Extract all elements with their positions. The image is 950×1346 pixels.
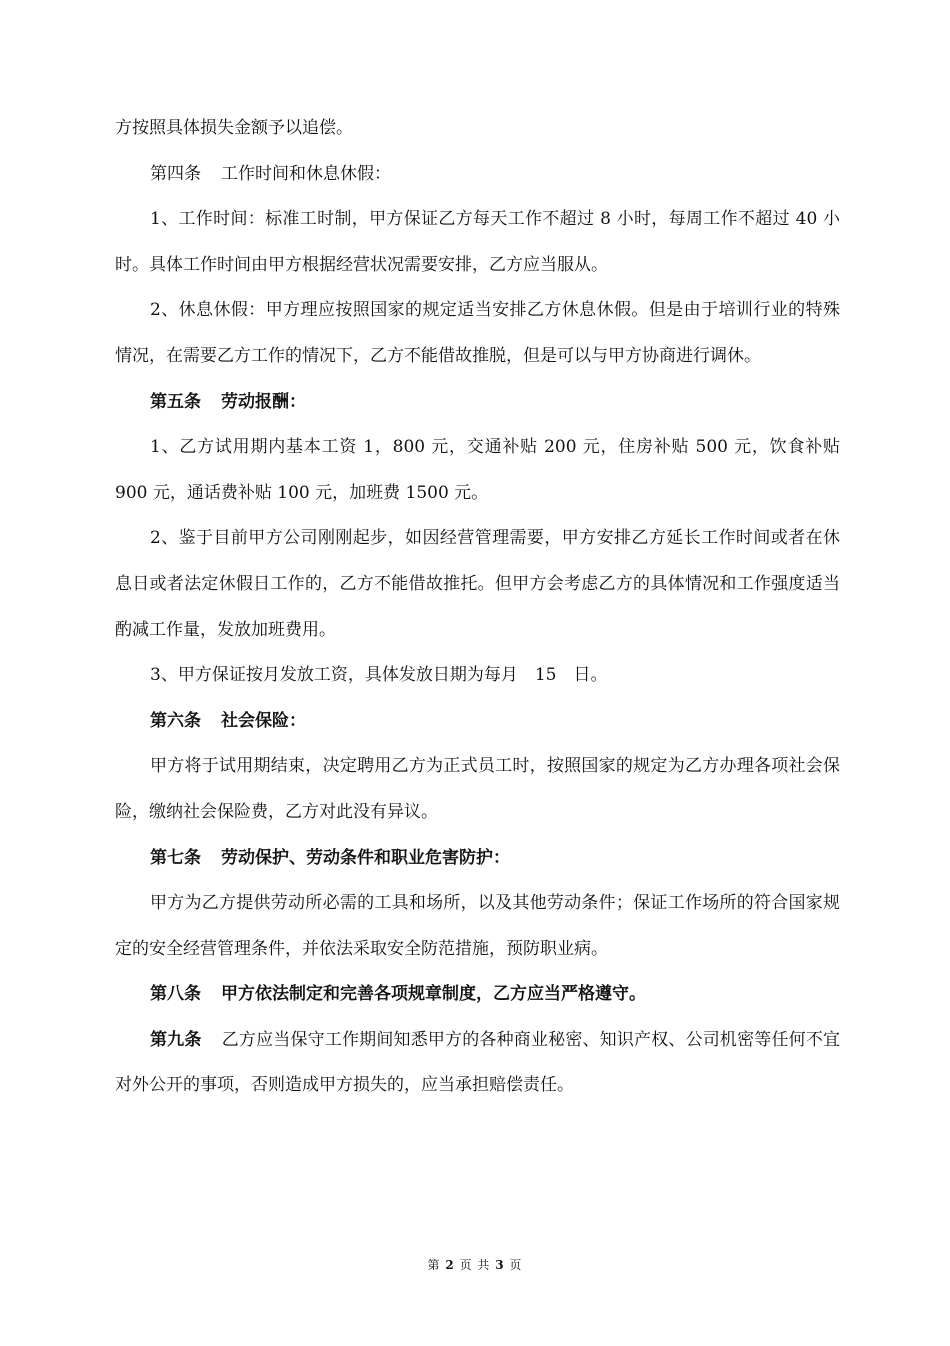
paragraph-art7-1 bbox=[115, 881, 840, 972]
paragraph-art4-1 bbox=[115, 197, 840, 288]
page-footer bbox=[0, 1256, 950, 1273]
paragraph-art6-1 bbox=[115, 744, 840, 835]
paragraph-text: 社会保险： bbox=[221, 710, 306, 731]
paragraph-text: 劳动报酬： bbox=[221, 391, 306, 412]
paragraph-p-cont bbox=[115, 106, 840, 152]
paragraph-art4-2 bbox=[115, 288, 840, 379]
article-label: 第五条 bbox=[150, 391, 201, 412]
paragraph-text: 甲方依法制定和完善各项规章制度，乙方应当严格遵守。 bbox=[221, 984, 646, 1005]
footer-suffix: 页 bbox=[509, 1258, 523, 1272]
footer-current-page: 2 bbox=[445, 1258, 455, 1272]
article-label: 第七条 bbox=[150, 847, 201, 868]
paragraph-text: 甲方将于试用期结束，决定聘用乙方为正式员工时，按照国家的规定为乙方办理各项社会保险，缴纳社会保险费，乙方对此没有异议。 bbox=[115, 756, 840, 822]
article-label: 第四条 bbox=[150, 163, 201, 184]
article-label: 第六条 bbox=[150, 710, 201, 731]
paragraph-text: 工作时间和休息休假： bbox=[221, 163, 391, 184]
footer-total-pages: 3 bbox=[495, 1258, 505, 1272]
paragraph-art9 bbox=[115, 1018, 840, 1109]
paragraph-art4 bbox=[115, 152, 840, 198]
paragraph-text: 1、工作时间：标准工时制，甲方保证乙方每天工作不超过 8 小时，每周工作不超过 40 小时。具体工作时间由甲方根据经营状况需要安排，乙方应当服从。 bbox=[115, 209, 840, 275]
paragraph-text: 乙方应当保守工作期间知悉甲方的各种商业秘密、知识产权、公司机密等任何不宜对外公开的事项，否则造成甲方损失的，应当承担赔偿责任。 bbox=[115, 1029, 841, 1096]
paragraph-art5-2 bbox=[115, 516, 840, 653]
document-body bbox=[115, 106, 840, 1109]
paragraph-art5-1 bbox=[115, 425, 840, 516]
paragraph-text: 3、甲方保证按月发放工资，具体发放日期为每月 15 日。 bbox=[150, 665, 608, 686]
paragraph-text: 2、鉴于目前甲方公司刚刚起步，如因经营管理需要，甲方安排乙方延长工作时间或者在休息日或者法定休假日工作的，乙方不能借故推托。但甲方会考虑乙方的具体情况和工作强度适当酌减工作量，发放加班费用。 bbox=[115, 528, 840, 640]
article-label: 第九条 bbox=[150, 1029, 202, 1050]
paragraph-text: 2、休息休假：甲方理应按照国家的规定适当安排乙方休息休假。但是由于培训行业的特殊情况，在需要乙方工作的情况下，乙方不能借故推脱，但是可以与甲方协商进行调休。 bbox=[115, 300, 840, 366]
paragraph-text: 劳动保护、劳动条件和职业危害防护： bbox=[221, 847, 510, 868]
paragraph-art7 bbox=[115, 836, 840, 882]
paragraph-text: 方按照具体损失金额予以追偿。 bbox=[115, 118, 353, 138]
paragraph-text: 1、乙方试用期内基本工资 1，800 元，交通补贴 200 元，住房补贴 500 元，饮食补贴 900 元，通话费补贴 100 元，加班费 1500 元。 bbox=[115, 437, 840, 503]
paragraph-art5-3 bbox=[115, 653, 840, 699]
paragraph-art6 bbox=[115, 699, 840, 745]
article-label: 第八条 bbox=[150, 984, 201, 1005]
paragraph-art5 bbox=[115, 380, 840, 426]
paragraph-art8 bbox=[115, 972, 840, 1018]
footer-middle: 页 共 bbox=[459, 1258, 491, 1272]
paragraph-text: 甲方为乙方提供劳动所必需的工具和场所，以及其他劳动条件；保证工作场所的符合国家规定的安全经营管理条件，并依法采取安全防范措施，预防职业病。 bbox=[115, 893, 840, 959]
footer-prefix: 第 bbox=[427, 1258, 441, 1272]
